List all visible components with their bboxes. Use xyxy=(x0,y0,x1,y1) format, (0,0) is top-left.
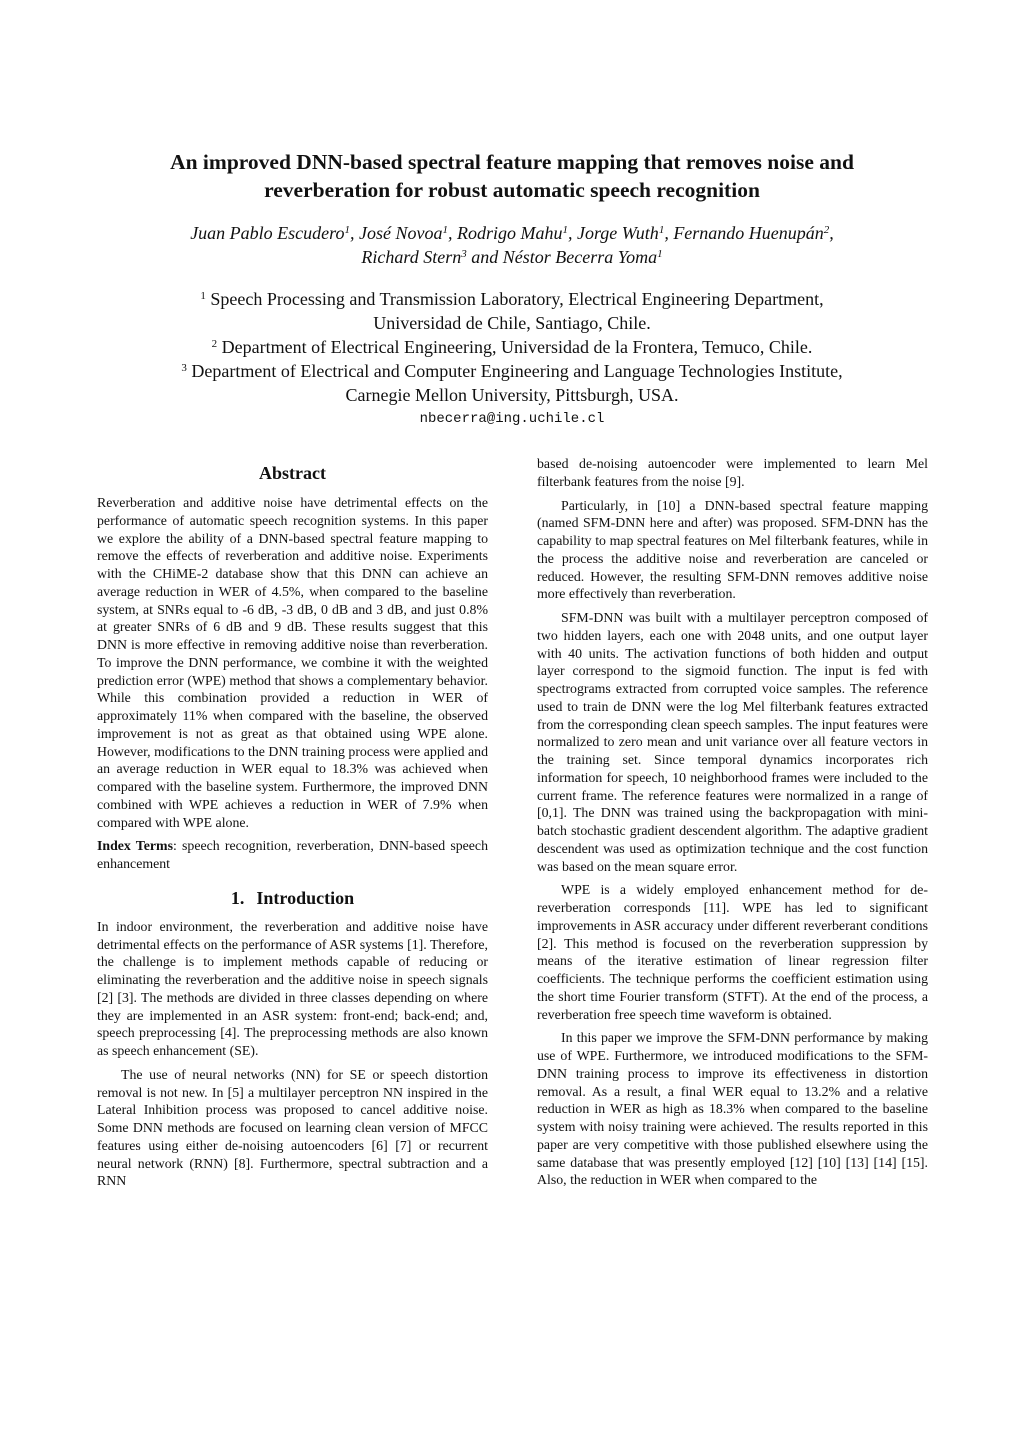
affiliation-mark: 1 xyxy=(200,289,206,302)
index-terms xyxy=(97,837,488,873)
affiliation-line xyxy=(60,383,964,407)
affiliation-mark: 3 xyxy=(181,361,187,374)
affiliation-mark: 2 xyxy=(211,337,218,350)
right-paragraph-0: based de-noising autoencoder were implemented to learn Mel filterbank features from the noise [9]. xyxy=(537,456,928,489)
author-name: , José Novoa xyxy=(350,223,443,243)
affiliation-text: Speech Processing and Transmission Laboratory, Electrical Engineering Department, xyxy=(205,289,824,309)
author-affil-mark: 1 xyxy=(442,223,448,236)
author-separator: , xyxy=(829,223,834,243)
affiliation-text: Carnegie Mellon University, Pittsburgh, USA. xyxy=(345,385,679,405)
author-affil-mark: 1 xyxy=(562,223,568,236)
author-affil-mark: 2 xyxy=(823,223,830,236)
section-number: 1. xyxy=(230,887,245,908)
introduction-heading xyxy=(97,887,488,909)
right-paragraph-4: In this paper we improve the SFM-DNN performance by making use of WPE. Furthermore, we introduced modifications to the SFM-DNN training process to improve its effectiveness in distortion removal. As a result, a final WER equal to 13.2% and a relative reduction in WER as high as 18.3% when compared to the baseline system with noisy training were achieved. The results reported in this paper are very competitive with those published elsewhere using the same database that was presently employed [12] [10] [13] [14] [15]. Also, the reduction in WER when compared to the xyxy=(537,1030,928,1188)
paper-title xyxy=(60,148,964,204)
author-name: , Rodrigo Mahu xyxy=(447,223,563,243)
affiliation-line xyxy=(60,359,964,383)
right-column xyxy=(537,455,928,1189)
affiliation-line xyxy=(60,311,964,335)
author-affil-mark: 1 xyxy=(657,247,663,260)
author-name: Juan Pablo Escudero xyxy=(190,223,345,243)
affiliation-text: Department of Electrical Engineering, Universidad de la Frontera, Temuco, Chile. xyxy=(217,337,813,357)
index-terms-label: Index Terms xyxy=(97,838,173,854)
author-affil-mark: 3 xyxy=(461,247,467,260)
author-line-1 xyxy=(60,221,964,245)
author-line-2 xyxy=(60,245,964,269)
author-name: Richard Stern xyxy=(361,247,462,267)
author-affil-mark: 1 xyxy=(658,223,665,236)
author-list xyxy=(60,221,964,269)
title-line-1: An improved DNN-based spectral feature mapping that removes noise and xyxy=(170,150,854,174)
affiliation-text: Universidad de Chile, Santiago, Chile. xyxy=(373,313,651,333)
intro-paragraph-2: The use of neural networks (NN) for SE or speech distortion removal is not new. In [5] a multilayer perceptron NN inspired in the Lateral Inhibition process was proposed to cancel additive noise. Some DNN methods are focused on learning clean version of MFCC features using either de-noising autoencoders [6] [7] or recurrent neural network (RNN) [8]. Furthermore, spectral subtraction and a RNN xyxy=(97,1066,488,1189)
abstract-heading: Abstract xyxy=(259,463,326,483)
intro-paragraph-1: In indoor environment, the reverberation and additive noise have detrimental effects on the performance of ASR systems [1]. Therefore, the challenge is to implement methods capable of reducing or eliminating the reverberation and the additive noise in speech signals [2] [3]. The methods are divided in three classes depending on where they are implemented in an ASR system: front-end; back-end; and, speech preprocessing [4]. The preprocessing methods are also known as speech enhancement (SE). xyxy=(97,918,488,1058)
author-affil-mark: 1 xyxy=(344,223,350,236)
affiliation-line xyxy=(60,335,964,359)
author-name: , Jorge Wuth xyxy=(567,223,659,243)
affiliation-line xyxy=(60,287,964,311)
abstract-text: Reverberation and additive noise have detrimental effects on the performance of automatic speech recognition systems. In this paper we explore the ability of a DNN-based spectral feature mapping to remove the effects of reverberation and additive noise. Experiments with the CHiME-2 database show that this DNN can achieve an average reduction in WER of 4.5%, when compared to the baseline system, at SNRs equal to -6 dB, -3 dB, 0 dB and 3 dB, and just 0.8% at greater SNRs of 6 dB and 9 dB. These results suggest that this DNN is more effective in removing additive noise than reverberation. To improve the DNN performance, we combine it with the weighted prediction error (WPE) method that shows a complementary behavior. While this combination provided a reduction in WER of approximately 11% when compared with the baseline, the observed improvement is not as great as that obtained using WPE alone. However, modifications to the DNN training process were applied and an average reduction in WER equal to 18.3% was achieved when compared with the baseline system. Furthermore, the improved DNN combined with WPE achieves a reduction in WER of 7.9% when compared with WPE alone. xyxy=(97,495,488,830)
left-column xyxy=(97,455,488,1190)
right-paragraph-2: SFM-DNN was built with a multilayer perceptron composed of two hidden layers, each one with 2048 units, and one output layer with 40 units. The activation functions of both hidden and output layer correspond to the sigmoid function. The input is fed with spectrograms extracted from corrupted voice samples. The reference used to train de DNN were the log Mel filterbank features extracted from the corresponding clean speech samples. The input features were normalized to zero mean and unit variance over all feature vectors in the training set. Since temporal dynamics incorporates rich information for speech, 10 neighborhood frames were included to the current frame. The reference features were normalized in a range of [0,1]. The DNN was trained using the backpropagation with mini-batch stochastic gradient descendent algorithm. The adaptive gradient descendent was used as optimization technique and the cost function was based on the mean square error. xyxy=(537,610,928,874)
author-name: , Fernando Huenupán xyxy=(664,223,824,243)
contact-email: nbecerra@ing.uchile.cl xyxy=(419,411,605,427)
affiliation-text: Department of Electrical and Computer Engineering and Language Technologies Institute, xyxy=(186,361,843,381)
section-title: Introduction xyxy=(256,887,355,908)
right-paragraph-3: WPE is a widely employed enhancement method for de-reverberation corresponds [11]. WPE has led to significant improvements in ASR accuracy under different reverberant conditions [2]. This method is focused on the reverberation suppression by means of the iterative estimation of linear regression filter coefficients. The technique performs the coefficient estimation using the short time Fourier transform (STFT). At the end of the process, a reverberation free speech time waveform is obtained. xyxy=(537,882,928,1022)
right-paragraph-1: Particularly, in [10] a DNN-based spectral feature mapping (named SFM-DNN here and after) was proposed. SFM-DNN has the capability to map spectral features on Mel filterbank features, while in the process the additive noise and reverberation are canceled or reduced. However, the resulting SFM-DNN removes additive noise more effectively than reverberation. xyxy=(537,497,928,602)
affiliations xyxy=(60,287,964,407)
index-terms-text: : speech recognition, reverberation, DNN-based speech enhancement xyxy=(97,838,488,871)
title-line-2: reverberation for robust automatic speech recognition xyxy=(264,178,760,202)
author-name: and Néstor Becerra Yoma xyxy=(466,247,658,267)
